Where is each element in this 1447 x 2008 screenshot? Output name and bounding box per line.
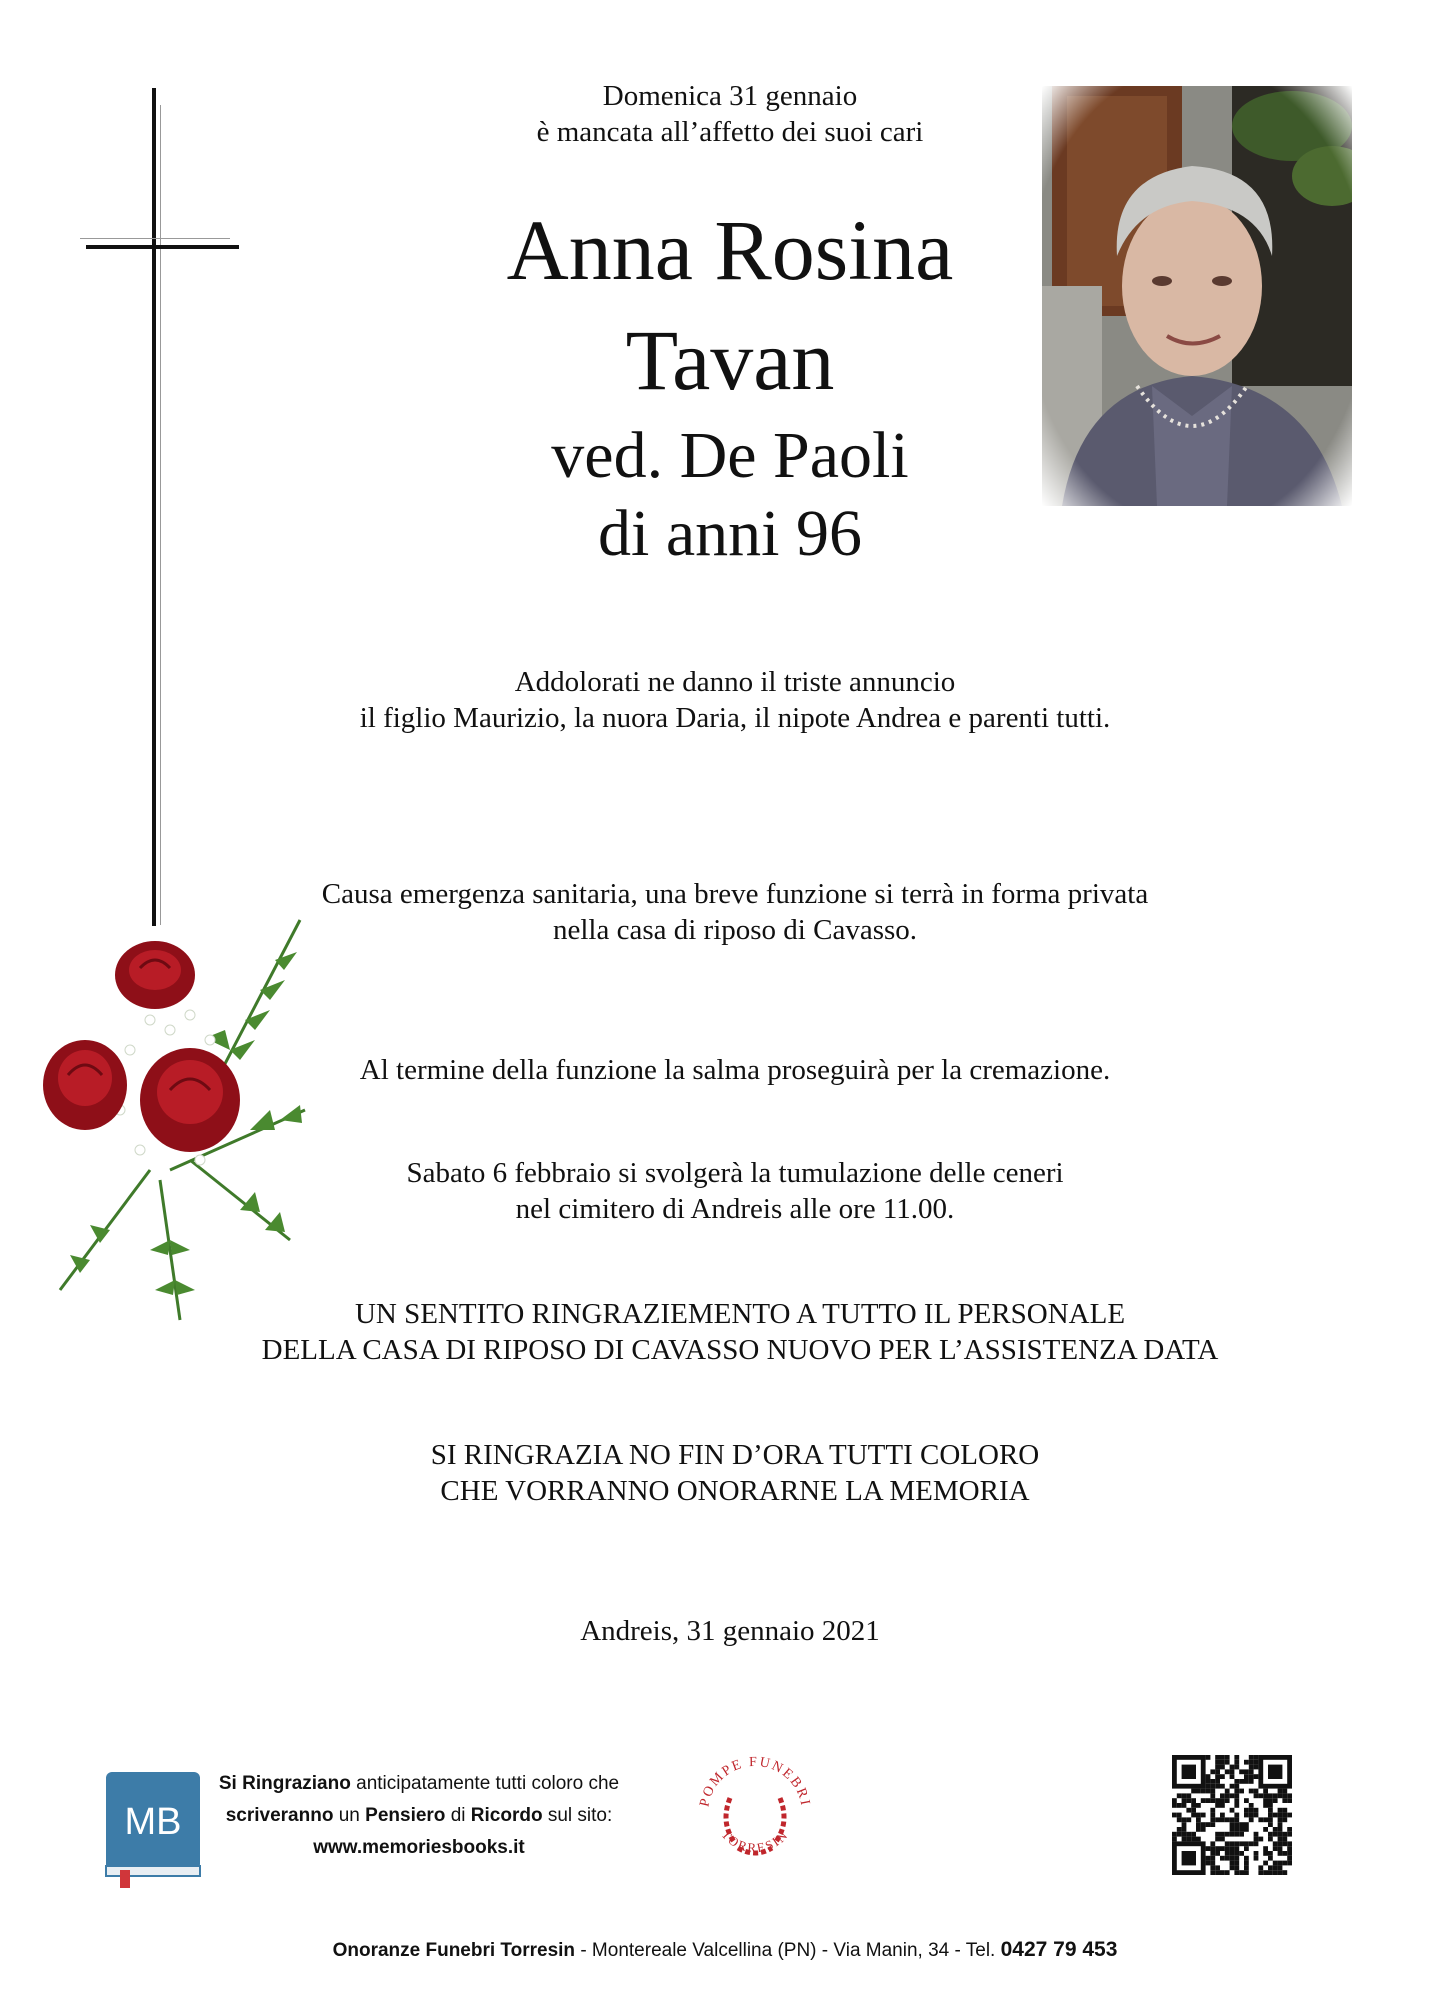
memoriesbooks-logo [104, 1770, 204, 1888]
cross-vertical-shadow [160, 105, 161, 925]
mb-line2-rest: sul sito: [547, 1805, 613, 1826]
place-date: Andreis, 31 gennaio 2021 [580, 1615, 880, 1647]
burial-info [240, 1155, 1230, 1227]
service-line: Causa emergenza sanitaria, una breve funzione si terrà in forma privata [321, 878, 1149, 910]
footer-phone: 0427 79 453 [1000, 1938, 1118, 1961]
cross-horizontal-shadow [80, 238, 230, 239]
burial-line: nel cimitero di Andreis alle ore 11.00. [515, 1193, 955, 1225]
thanks-all [240, 1437, 1230, 1509]
mb-word-un: un [338, 1805, 360, 1826]
service-line: nella casa di riposo di Cavasso. [552, 914, 918, 946]
mb-line-2 [214, 1800, 624, 1832]
announcement [240, 664, 1230, 736]
cross-vertical-bar [152, 88, 156, 926]
mb-bold-scriveranno: scriveranno [225, 1805, 334, 1826]
mb-logo-text: MB [124, 1801, 182, 1843]
burial-line: Sabato 6 febbraio si svolgerà la tumulazione delle ceneri [406, 1157, 1064, 1189]
qr-code[interactable] [1172, 1755, 1292, 1875]
roses-bouquet-image [30, 910, 320, 1330]
thanks-all-line: SI RINGRAZIA NO FIN D’ORA TUTTI COLORO [430, 1439, 1040, 1471]
announcement-line: Addolorati ne danno il triste annuncio [514, 666, 956, 698]
mb-url-link[interactable]: www.memoriesbooks.it [313, 1837, 525, 1858]
mb-thanks-bold: Si Ringraziano [218, 1773, 351, 1794]
footer [150, 1937, 1300, 1964]
mb-bold-ricordo: Ricordo [470, 1805, 543, 1826]
thanks-staff-line: UN SENTITO RINGRAZIEMENTO A TUTTO IL PERSONALE [354, 1298, 1126, 1330]
thanks-all-line: CHE VORRANNO ONORARNE LA MEMORIA [440, 1475, 1030, 1507]
footer-company: Onoranze Funebri Torresin [332, 1940, 576, 1961]
thanks-staff [160, 1296, 1320, 1368]
deceased-surname: Tavan [625, 312, 835, 408]
seal-bottom-text: TORRESIN [718, 1826, 792, 1856]
mb-line-1 [214, 1768, 624, 1800]
deceased-widow-of: ved. De Paoli [551, 419, 909, 492]
date-line: Domenica 31 gennaio [602, 80, 858, 112]
thanks-staff-line: DELLA CASA DI RIPOSO DI CAVASSO NUOVO PER L’ASSISTENZA DATA [261, 1334, 1219, 1366]
mb-word-di: di [450, 1805, 466, 1826]
mb-bold-pensiero: Pensiero [365, 1805, 446, 1826]
pompe-funebri-seal [690, 1748, 820, 1878]
mb-url-line [214, 1832, 624, 1864]
seal-top-text: POMPE FUNEBRI [697, 1754, 813, 1809]
footer-address: - Montereale Valcellina (PN) - Via Manin, 34 - Tel. [575, 1940, 1001, 1961]
memoriesbooks-message [214, 1768, 624, 1864]
cremation-info: Al termine della funzione la salma proseguirà per la cremazione. [359, 1054, 1111, 1086]
service-info [240, 876, 1230, 948]
header [400, 78, 1060, 150]
header-subtitle: è mancata all’affetto dei suoi cari [536, 116, 924, 148]
deceased-first-names: Anna Rosina [506, 202, 954, 298]
cross-horizontal-bar [86, 245, 239, 249]
mb-line1-rest: anticipatamente tutti coloro che [356, 1773, 620, 1794]
svg-text:POMPE FUNEBRI [697, 1755, 812, 1808]
announcement-line: il figlio Maurizio, la nuora Daria, il nipote Andrea e parenti tutti. [359, 702, 1111, 734]
portrait-photo [1042, 86, 1352, 506]
deceased-age: di anni 96 [598, 497, 862, 570]
